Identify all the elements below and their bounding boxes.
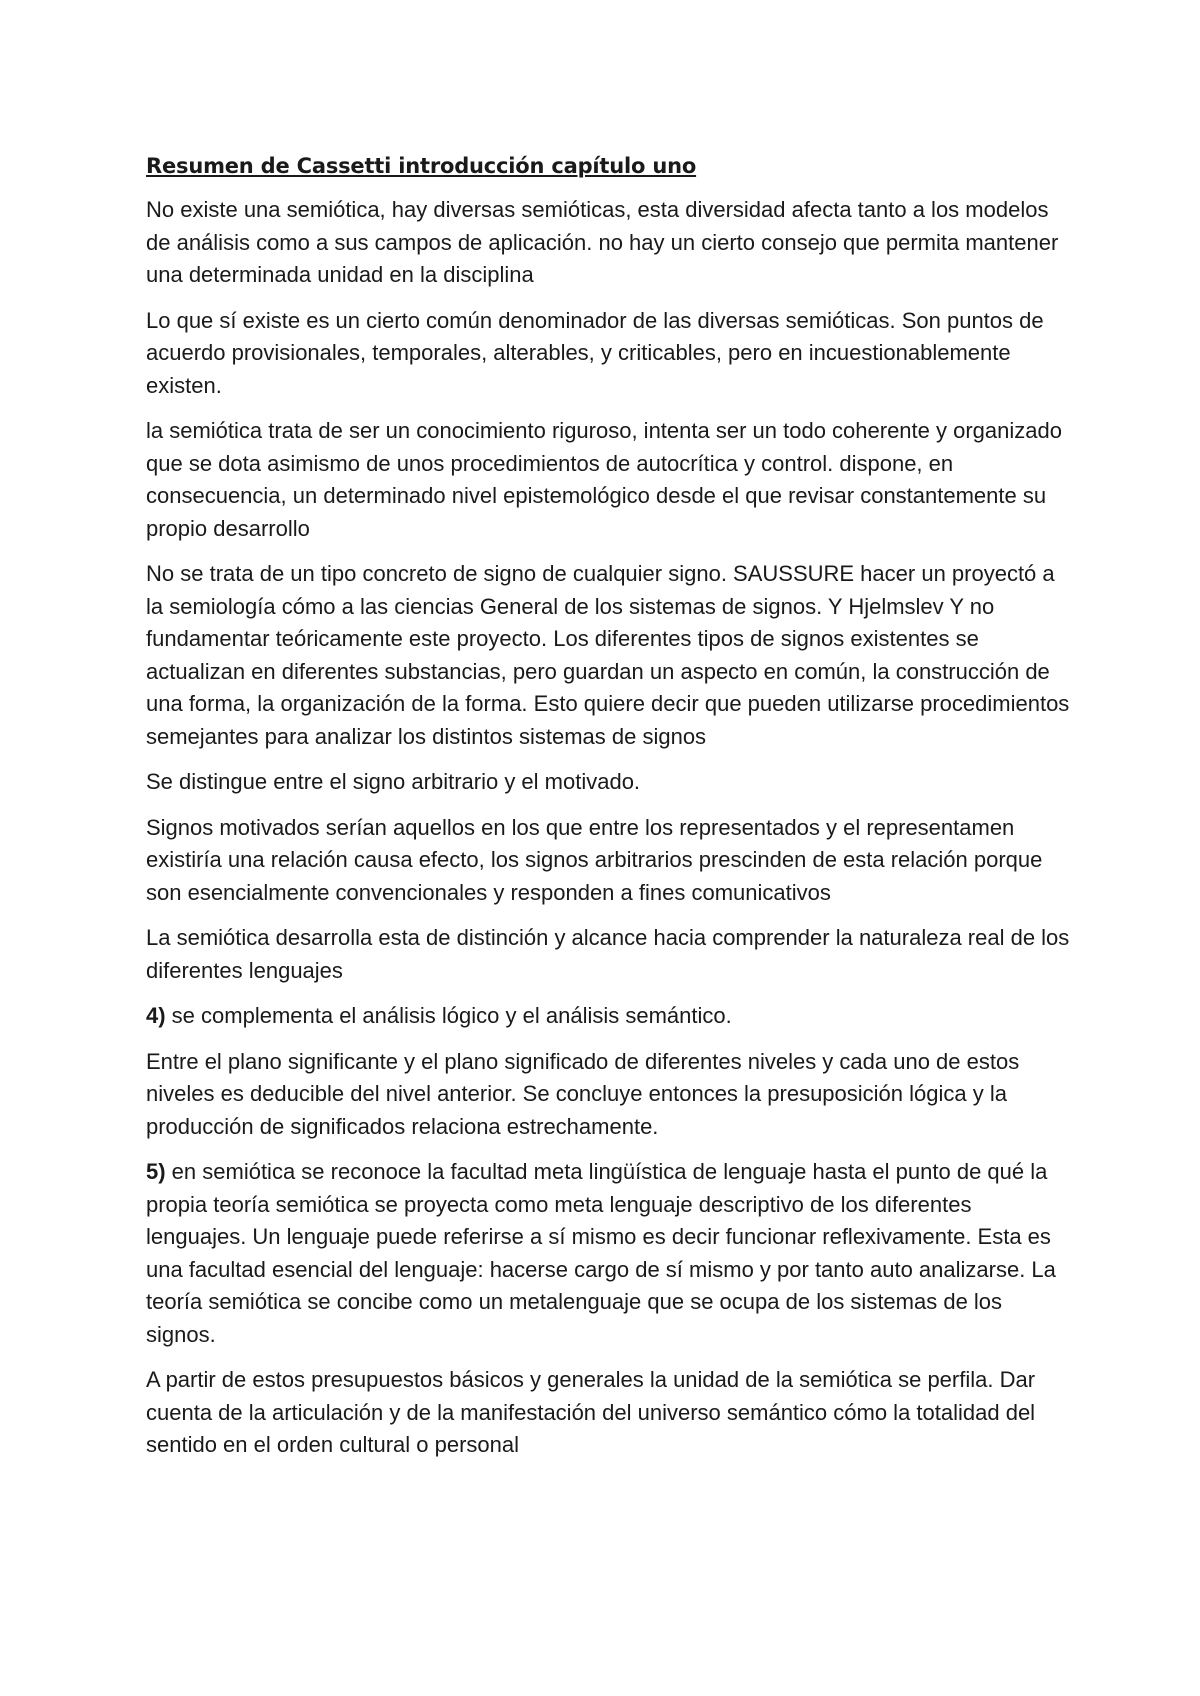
section-number: 5)	[146, 1159, 166, 1184]
paragraph-text: La semiótica desarrolla esta de distinción y alcance hacia comprender la naturaleza real de los diferentes lenguajes	[146, 925, 1070, 983]
paragraph-text: Entre el plano significante y el plano significado de diferentes niveles y cada uno de estos niveles es deducible del nivel anterior. Se concluye entonces la presuposición lógica y la producción de significados relaciona estrechamente.	[146, 1048, 1020, 1139]
paragraph-2	[146, 305, 1076, 403]
paragraph-1	[146, 194, 1076, 292]
paragraph-text: se complementa el análisis lógico y el análisis semántico.	[165, 1003, 732, 1028]
paragraph-10	[146, 1156, 1076, 1351]
paragraph-text: No se trata de un tipo concreto de signo de cualquier signo. SAUSSURE hacer un proyectó a la semiología cómo a las ciencias General de los sistemas de signos. Y Hjelmslev Y no fundamentar teóricamente este proyecto. Los diferentes tipos de signos existentes se actualizan en diferentes substancias, pero guardan un aspecto en común, la construcción de una forma, la organización de la forma. Esto quiere decir que pueden utilizarse procedimientos semejantes para analizar los distintos sistemas de signos	[146, 561, 1070, 749]
paragraph-text: A partir de estos presupuestos básicos y generales la unidad de la semiótica se perfila. Dar cuenta de la articulación y de la manifestación del universo semántico cómo la totalidad del sentido en el orden cultural o personal	[146, 1367, 1036, 1457]
section-number: 4)	[146, 1003, 166, 1028]
document-title: Resumen de Cassetti introducción capítulo uno	[146, 154, 697, 178]
paragraph-9	[146, 1046, 1076, 1144]
paragraph-text: la semiótica trata de ser un conocimiento riguroso, intenta ser un todo coherente y organizado que se dota asimismo de unos procedimientos de autocrítica y control. dispone, en consecuencia, un determinado nivel epistemológico desde el que revisar constantemente su propio desarrollo	[146, 418, 1062, 541]
paragraph-text: Signos motivados serían aquellos en los que entre los representados y el representamen existiría una relación causa efecto, los signos arbitrarios prescinden de esta relación porque son esencialmente convencionales y responden a fines comunicativos	[146, 814, 1043, 905]
paragraph-text: Lo que sí existe es un cierto común denominador de las diversas semióticas. Son puntos de acuerdo provisionales, temporales, alterables, y criticables, pero en incuestionablemente existen.	[146, 307, 1044, 398]
paragraph-4	[146, 558, 1076, 753]
document-page	[146, 150, 1076, 1475]
paragraph-5	[146, 766, 1076, 799]
paragraph-3	[146, 415, 1076, 545]
paragraph-6	[146, 812, 1076, 910]
paragraph-11	[146, 1364, 1076, 1462]
paragraph-8	[146, 1000, 1076, 1033]
paragraph-7	[146, 922, 1076, 987]
paragraph-text: en semiótica se reconoce la facultad meta lingüística de lenguaje hasta el punto de qué la propia teoría semiótica se proyecta como meta lenguaje descriptivo de los diferentes lenguajes. Un lenguaje puede referirse a sí mismo es decir funcionar reflexivamente. Esta es una facultad esencial del lenguaje: hacerse cargo de sí mismo y por tanto auto analizarse. La teoría semiótica se concibe como un metalenguaje que se ocupa de los sistemas de los signos.	[146, 1159, 1056, 1347]
paragraph-text: No existe una semiótica, hay diversas semióticas, esta diversidad afecta tanto a los modelos de análisis como a sus campos de aplicación. no hay un cierto consejo que permita mantener una determinada unidad en la disciplina	[146, 197, 1059, 287]
paragraph-text: Se distingue entre el signo arbitrario y el motivado.	[146, 769, 641, 794]
